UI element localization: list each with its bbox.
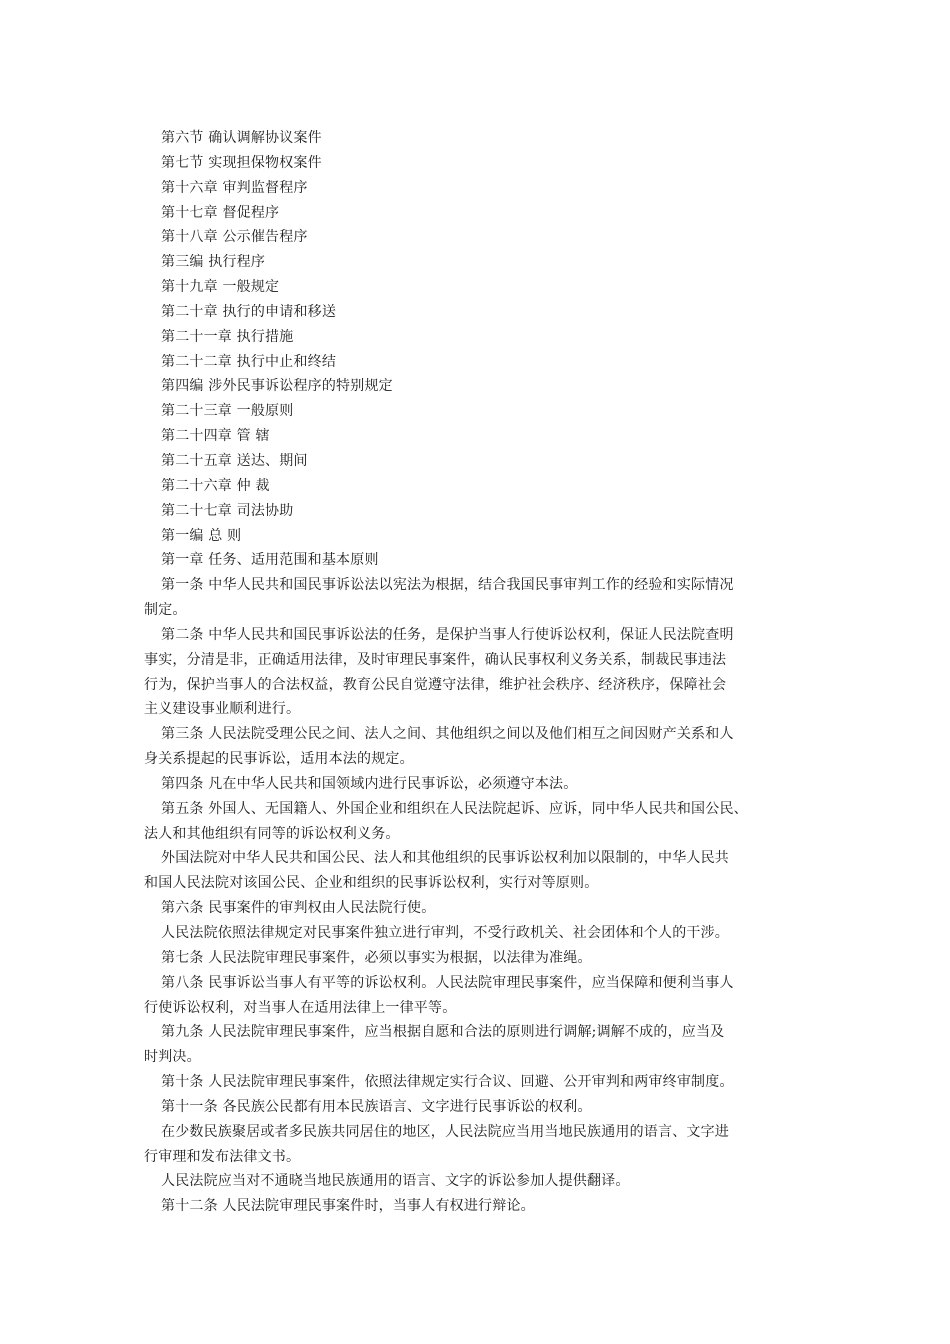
body-line: 第八条 民事诉讼当事人有平等的诉讼权利。人民法院审理民事案件，应当保障和便利当事人 — [161, 974, 734, 991]
toc-line: 第六节 确认调解协议案件 — [161, 130, 322, 146]
body-line: 第十一条 各民族公民都有用本民族语言、文字进行民事诉讼的权利。 — [161, 1098, 592, 1115]
body-line: 第四条 凡在中华人民共和国领域内进行民事诉讼，必须遵守本法。 — [161, 775, 578, 792]
body-line: 第九条 人民法院审理民事案件，应当根据自愿和合法的原则进行调解;调解不成的，应当及 — [161, 1024, 725, 1041]
toc-line: 第二十二章 执行中止和终结 — [161, 353, 337, 370]
toc-line: 第二十四章 管 辖 — [161, 428, 270, 445]
body-line: 行审理和发布法律文书。 — [144, 1148, 301, 1165]
toc-line: 第二十三章 一般原则 — [161, 403, 294, 420]
body-line: 身关系提起的民事诉讼，适用本法的规定。 — [144, 751, 414, 768]
body-line: 第一条 中华人民共和国民事诉讼法以宪法为根据，结合我国民事审判工作的经验和实际情况 — [161, 577, 734, 594]
toc-line: 第七节 实现担保物权案件 — [161, 154, 322, 171]
body-line: 第六条 民事案件的审判权由人民法院行使。 — [161, 900, 436, 917]
body-line: 第十条 人民法院审理民事案件，依照法律规定实行合议、回避、公开审判和两审终审制度。 — [161, 1074, 734, 1091]
toc-line: 第四编 涉外民事诉讼程序的特别规定 — [161, 378, 393, 395]
body-line: 行为，保护当事人的合法权益，教育公民自觉遵守法律，维护社会秩序、经济秩序，保障社会 — [144, 676, 727, 693]
toc-line: 第一章 任务、适用范围和基本原则 — [161, 552, 379, 569]
body-line: 第三条 人民法院受理公民之间、法人之间、其他组织之间以及他们相互之间因财产关系和人 — [161, 726, 734, 743]
toc-line: 第二十一章 执行措施 — [161, 328, 294, 345]
body-line: 和国人民法院对该国公民、企业和组织的民事诉讼权利，实行对等原则。 — [144, 875, 599, 892]
toc-line: 第二十五章 送达、期间 — [161, 452, 308, 469]
body-text — [144, 573, 818, 1219]
body-line: 人民法院应当对不通晓当地民族通用的语言、文字的诉讼参加人提供翻译。 — [161, 1173, 630, 1190]
body-line: 时判决。 — [144, 1049, 201, 1066]
toc-line: 第十九章 一般规定 — [161, 279, 280, 296]
toc-line: 第二十章 执行的申请和移送 — [161, 303, 337, 320]
toc-line: 第十八章 公示催告程序 — [161, 229, 308, 246]
toc-line: 第三编 执行程序 — [161, 254, 266, 271]
toc-line: 第二十七章 司法协助 — [161, 502, 294, 519]
toc-line: 第一编 总 则 — [161, 527, 242, 544]
body-line: 制定。 — [144, 602, 187, 619]
body-line: 在少数民族聚居或者多民族共同居住的地区，人民法院应当用当地民族通用的语言、文字进 — [161, 1123, 729, 1140]
body-line: 第十二条 人民法院审理民事案件时，当事人有权进行辩论。 — [161, 1198, 535, 1215]
body-line: 行使诉讼权利，对当事人在适用法律上一律平等。 — [144, 999, 457, 1016]
toc-line: 第十六章 审判监督程序 — [161, 179, 308, 196]
toc-line: 第十七章 督促程序 — [161, 204, 280, 221]
body-line: 第五条 外国人、无国籍人、外国企业和组织在人民法院起诉、应诉，同中华人民共和国公民、 — [161, 800, 748, 817]
body-line: 事实，分清是非，正确适用法律，及时审理民事案件，确认民事权利义务关系，制裁民事违法 — [144, 651, 727, 668]
body-line: 主义建设事业顺利进行。 — [144, 701, 301, 718]
table-of-contents — [144, 126, 818, 573]
toc-line: 第二十六章 仲 裁 — [161, 477, 270, 494]
document-content — [144, 126, 818, 1219]
body-line: 第七条 人民法院审理民事案件，必须以事实为根据，以法律为准绳。 — [161, 949, 592, 966]
body-line: 人民法院依照法律规定对民事案件独立进行审判，不受行政机关、社会团体和个人的干涉。 — [161, 925, 729, 941]
body-line: 第二条 中华人民共和国民事诉讼法的任务，是保护当事人行使诉讼权利，保证人民法院查明 — [161, 626, 734, 643]
body-line: 法人和其他组织有同等的诉讼权利义务。 — [144, 825, 400, 842]
body-line: 外国法院对中华人民共和国公民、法人和其他组织的民事诉讼权利加以限制的，中华人民共 — [161, 850, 729, 867]
